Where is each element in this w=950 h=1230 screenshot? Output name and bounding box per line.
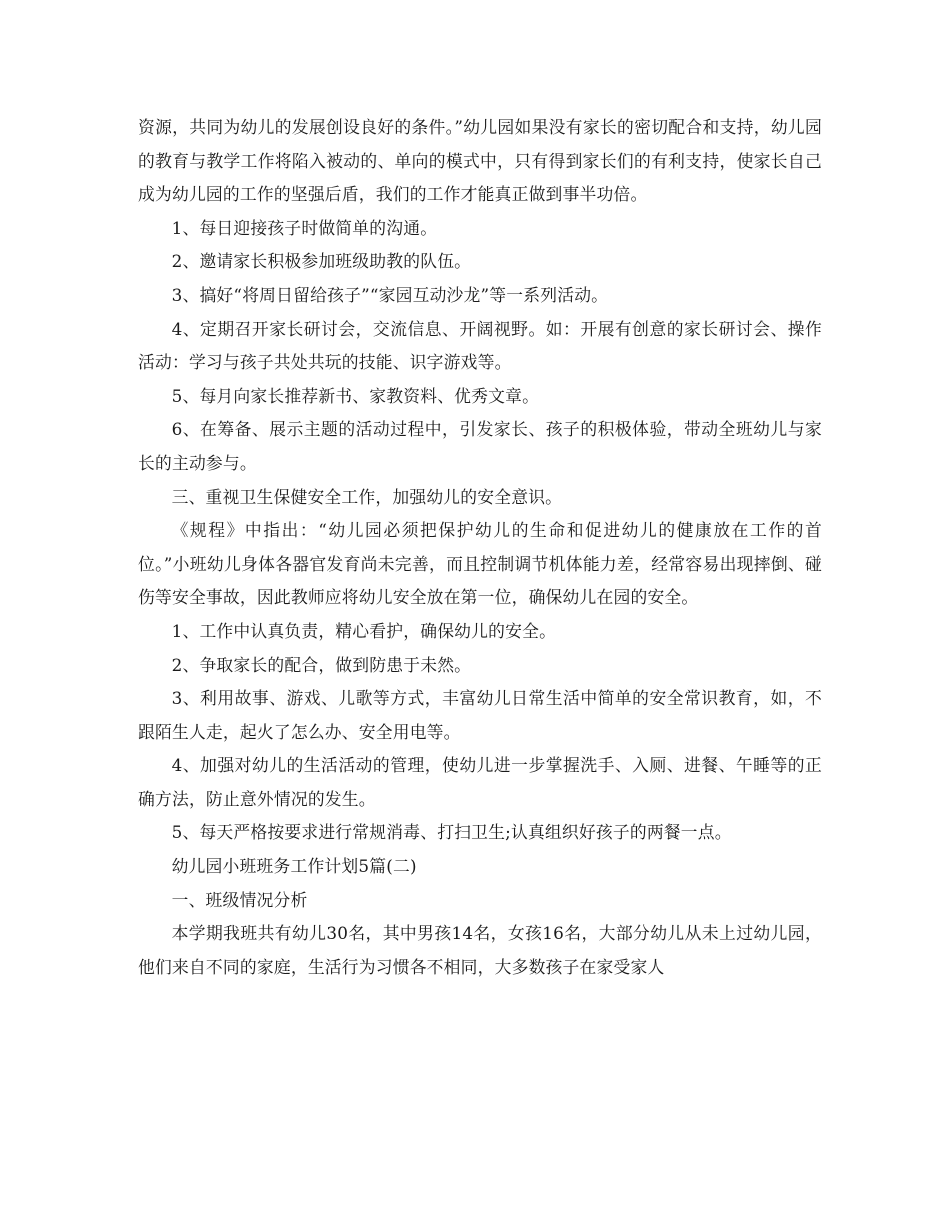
list-item-3: 3、搞好“将周日留给孩子”“家园互动沙龙”等一系列活动。 <box>171 284 609 305</box>
safety-item-5: 5、每天严格按要求进行常规消毒、打扫卫生;认真组织好孩子的两餐一点。 <box>171 822 732 843</box>
section-heading-safety: 三、重视卫生保健安全工作，加强幼儿的安全意识。 <box>171 486 563 507</box>
list-item-4: 4、定期召开家长研讨会，交流信息、开阔视野。如：开展有创意的家长研讨会、操作活动：学习与孩子共处共玩的技能、识字游戏等。 <box>138 318 822 373</box>
list-item-6: 6、在筹备、展示主题的活动过程中，引发家长、孩子的积极体验，带动全班幼儿与家长的主动参与。 <box>138 419 822 473</box>
paragraph-continuation: 资源，共同为幼儿的发展创设良好的条件。”幼儿园如果没有家长的密切配合和支持，幼儿园的教育与教学工作将陷入被动的、单向的模式中，只有得到家长们的有利支持，使家长自己成为幼儿园的工作的坚强后盾，我们的工作才能真正做到事半功倍。 <box>138 117 822 205</box>
list-item-2: 2、邀请家长积极参加班级助教的队伍。 <box>171 251 472 272</box>
paragraph-regulation: 《规程》中指出：“幼儿园必须把保护幼儿的生命和促进幼儿的健康放在工作的首位。”小班幼儿身体各器官发育尚未完善，而且控制调节机体能力差，经常容易出现摔倒、碰伤等安全事故，因此教师应将幼儿安全放在第一位，确保幼儿在园的安全。 <box>138 520 822 608</box>
section-heading-class-analysis: 一、班级情况分析 <box>171 889 308 910</box>
safety-item-1: 1、工作中认真负责，精心看护，确保幼儿的安全。 <box>171 620 557 641</box>
list-item-1: 1、每日迎接孩子时做简单的沟通。 <box>171 217 438 238</box>
document-body <box>138 111 822 984</box>
safety-item-2: 2、争取家长的配合，做到防患于未然。 <box>171 654 472 675</box>
document-subtitle: 幼儿园小班班务工作计划5篇(二) <box>171 856 417 877</box>
safety-item-4: 4、加强对幼儿的生活活动的管理，使幼儿进一步掌握洗手、入厕、进餐、午睡等的正确方法，防止意外情况的发生。 <box>138 755 822 809</box>
list-item-5: 5、每月向家长推荐新书、家教资料、优秀文章。 <box>171 385 540 406</box>
paragraph-class-analysis: 本学期我班共有幼儿30名，其中男孩14名，女孩16名，大部分幼儿从未上过幼儿园，他们来自不同的家庭，生活行为习惯各不相同，大多数孩子在家受家人 <box>138 923 822 977</box>
safety-item-3: 3、利用故事、游戏、儿歌等方式，丰富幼儿日常生活中简单的安全常识教育，如，不跟陌生人走，起火了怎么办、安全用电等。 <box>138 688 822 742</box>
